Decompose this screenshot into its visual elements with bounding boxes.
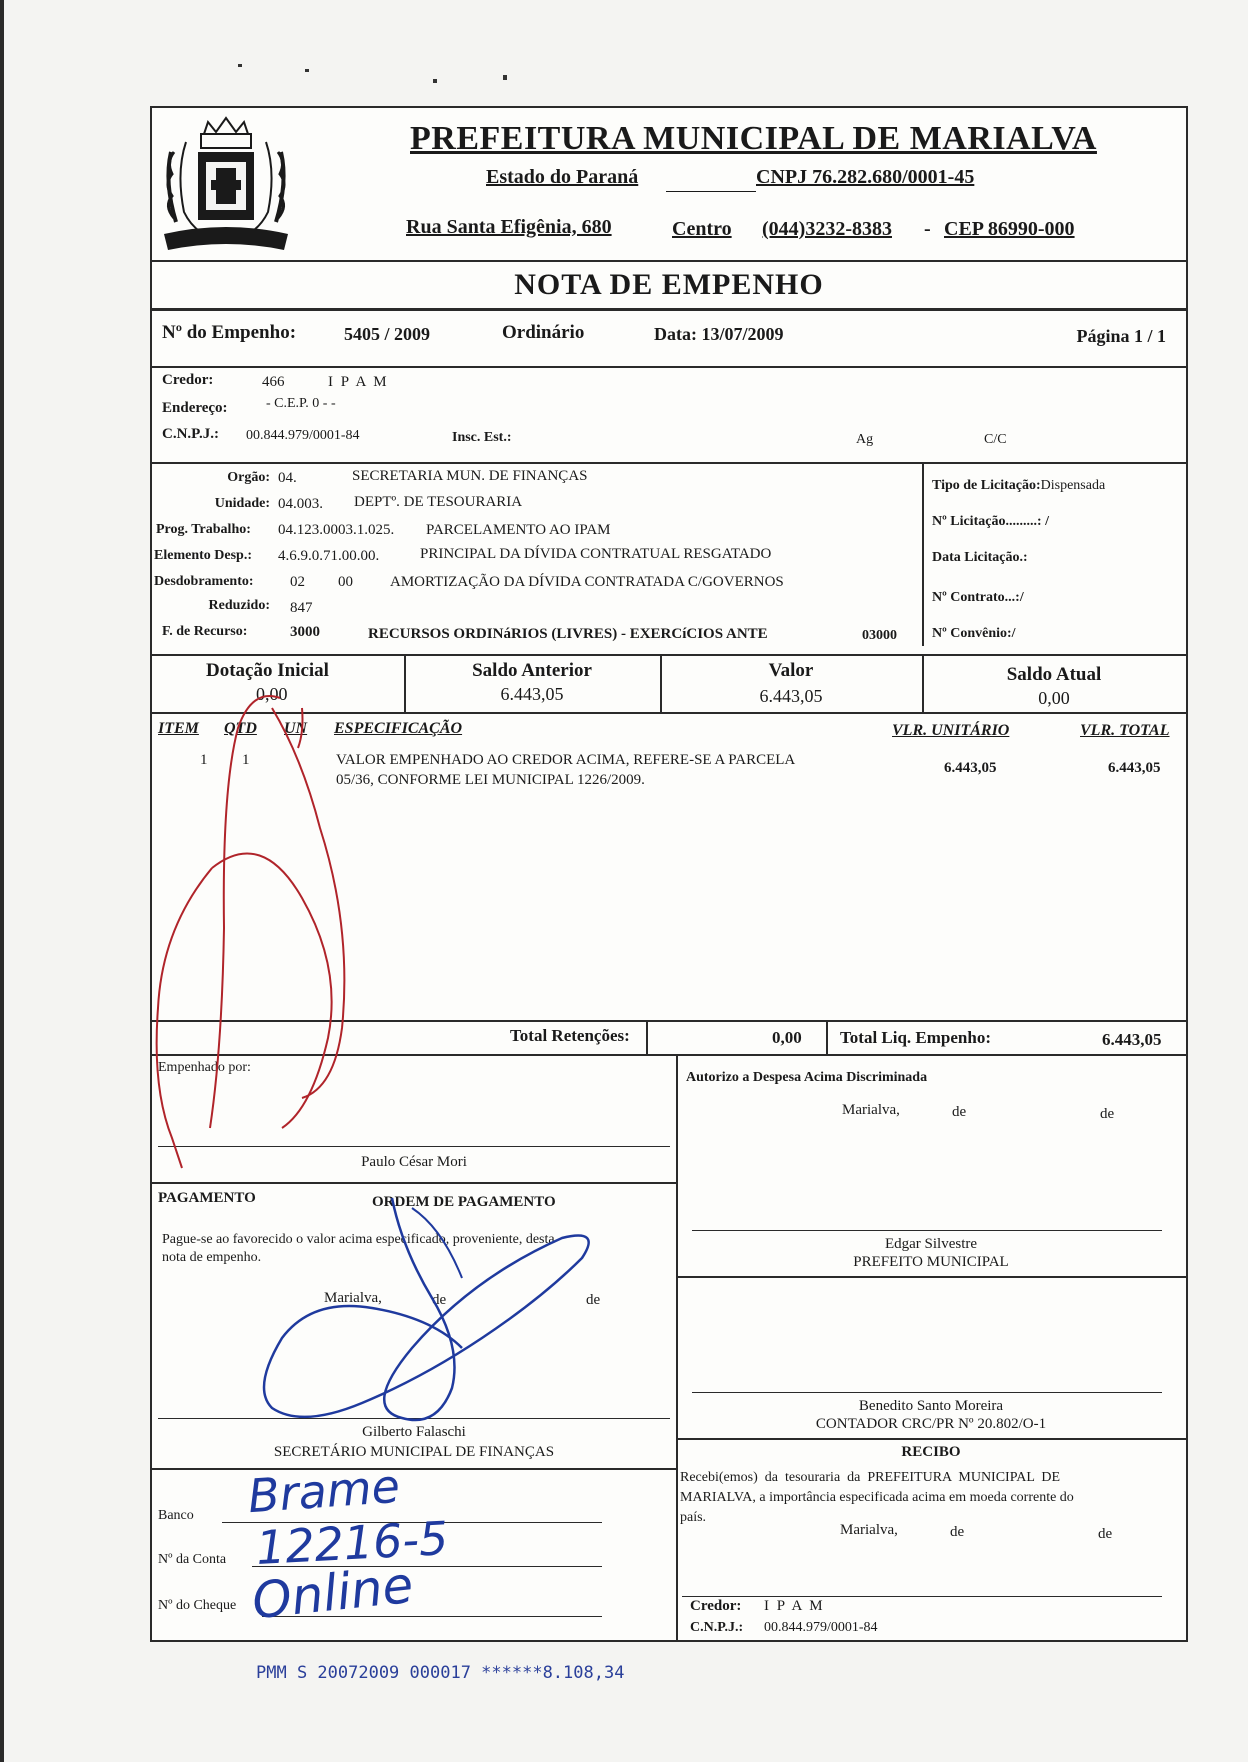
reduzido-value: 847	[290, 600, 313, 616]
cnpj-credor-value: 00.844.979/0001-84	[246, 428, 360, 443]
left-edge-shadow	[0, 0, 4, 1762]
autorizo-city: Marialva,	[842, 1102, 900, 1118]
recibo-de: de	[950, 1524, 965, 1540]
signature-line	[692, 1392, 1162, 1393]
banco-label: Banco	[158, 1508, 194, 1523]
cnpj-credor-label: C.N.P.J.:	[162, 426, 219, 442]
item-number: 1	[200, 752, 208, 768]
divider	[646, 1020, 648, 1054]
total-retencoes-label: Total Retenções:	[510, 1026, 630, 1045]
scan-mark	[305, 69, 309, 72]
autorizo-de: de	[1100, 1106, 1115, 1122]
tipo-licitacao-value: Dispensada	[1040, 478, 1106, 493]
pagamento-de: de	[432, 1292, 447, 1308]
credor-name: I P A M	[328, 374, 389, 390]
desdobramento-code: 02	[290, 574, 305, 590]
tipo-licitacao	[932, 478, 1105, 494]
item-valor-total: 6.443,05	[1108, 760, 1161, 776]
item-qtd: 1	[242, 752, 250, 768]
saldo-anterior-value: 6.443,05	[500, 684, 564, 704]
empenhado-por-label: Empenhado por:	[158, 1060, 251, 1075]
nota-de-empenho-form	[150, 106, 1188, 1642]
divider	[826, 1020, 828, 1054]
divider	[676, 1276, 1186, 1278]
agencia-label: Ag	[856, 432, 874, 447]
prefeitura-title: PREFEITURA MUNICIPAL DE MARIALVA	[410, 120, 1097, 157]
recibo-text-line3: país.	[680, 1510, 707, 1525]
page-number: Página 1 / 1	[1076, 326, 1166, 346]
divider	[152, 1468, 676, 1470]
signature-line	[692, 1230, 1162, 1231]
orgao-name: SECRETARIA MUN. DE FINANÇAS	[352, 468, 588, 484]
endereco-label: Endereço:	[162, 400, 228, 416]
prefeito-name: Edgar Silvestre	[884, 1236, 978, 1252]
fonte-recurso-code: 3000	[290, 624, 320, 640]
street-address: Rua Santa Efigênia, 680	[406, 216, 612, 238]
secretario-name: Gilberto Falaschi	[362, 1424, 466, 1440]
fonte-recurso-name: RECURSOS ORDINáRIOS (LIVRES) - EXERCíCIOS ANTE	[368, 626, 768, 642]
pagamento-text-line1: Pague-se ao favorecido o valor acima especificado, proveniente, desta	[162, 1232, 555, 1247]
conta-label: Nº da Conta	[158, 1552, 227, 1567]
dotacao-inicial-label: Dotação Inicial	[206, 660, 329, 681]
valor-value: 6.443,05	[759, 686, 823, 706]
elemento-desp-label: Elemento Desp.:	[154, 548, 252, 563]
dotacao-inicial-value: 0,00	[256, 684, 288, 704]
prog-trabalho-code: 04.123.0003.1.025.	[278, 522, 395, 538]
recibo-label: RECIBO	[901, 1444, 961, 1460]
cnpj-label: CNPJ 76.282.680/0001-45	[756, 166, 975, 188]
total-retencoes-value: 0,00	[772, 1028, 802, 1047]
cep: CEP 86990-000	[944, 218, 1075, 240]
valor-total-column-header: VLR. TOTAL	[1080, 722, 1170, 739]
red-ink-signature	[152, 668, 372, 1188]
saldo-atual-value: 0,00	[1038, 688, 1070, 708]
item-valor-unitario: 6.443,05	[944, 760, 997, 776]
ordem-pagamento-label: ORDEM DE PAGAMENTO	[372, 1194, 556, 1210]
empenho-date: Data: 13/07/2009	[654, 324, 784, 344]
un-column-header: UN	[284, 720, 308, 737]
scan-mark	[238, 64, 242, 67]
header-dash: -	[924, 218, 931, 240]
cheque-label: Nº do Cheque	[158, 1598, 237, 1613]
contador-role: CONTADOR CRC/PR Nº 20.802/O-1	[815, 1416, 1047, 1432]
recibo-text-line2: MARIALVA, a importância especificada acima em moeda corrente do	[680, 1490, 1074, 1505]
processing-stamp: PMM S 20072009 000017 ******8.108,34	[256, 1663, 625, 1683]
scan-mark	[503, 75, 507, 80]
elemento-desp-code: 4.6.9.0.71.00.00.	[278, 548, 380, 564]
unidade-label: Unidade:	[214, 496, 270, 511]
reduzido-label: Reduzido:	[208, 598, 270, 613]
prog-trabalho-name: PARCELAMENTO AO IPAM	[426, 522, 611, 538]
numero-licitacao: Nº Licitação.........: /	[932, 514, 1049, 529]
divider	[676, 1054, 678, 1640]
document-title: NOTA DE EMPENHO	[514, 268, 824, 301]
pagamento-de: de	[586, 1292, 601, 1308]
insc-est-label: Insc. Est.:	[452, 430, 512, 445]
saldo-anterior-label: Saldo Anterior	[472, 660, 592, 681]
autorizo-label: Autorizo a Despesa Acima Discriminada	[686, 1070, 928, 1085]
divider	[152, 654, 1186, 656]
item-column-header: ITEM	[158, 720, 199, 737]
especificacao-column-header: ESPECIFICAÇÃO	[334, 720, 463, 737]
secretario-role: SECRETÁRIO MUNICIPAL DE FINANÇAS	[273, 1444, 555, 1460]
recibo-cnpj-value: 00.844.979/0001-84	[764, 1620, 878, 1635]
desdobramento-sub: 00	[338, 574, 353, 590]
recibo-city: Marialva,	[840, 1522, 898, 1538]
header-underline-gap	[666, 191, 756, 192]
empenhado-por-name: Paulo César Mori	[361, 1154, 467, 1170]
fonte-recurso-label: F. de Recurso:	[162, 624, 248, 639]
desdobramento-name: AMORTIZAÇÃO DA DÍVIDA CONTRATADA C/GOVERNOS	[390, 574, 784, 590]
qtd-column-header: QTD	[224, 720, 257, 737]
tipo-licitacao-label: Tipo de Licitação:	[932, 478, 1041, 493]
divider	[922, 462, 924, 598]
divider	[922, 598, 924, 646]
total-liquido-label: Total Liq. Empenho:	[840, 1028, 991, 1047]
total-liquido-value: 6.443,05	[1102, 1030, 1162, 1049]
scan-mark	[433, 79, 437, 83]
orgao-label: Orgão:	[227, 470, 270, 485]
district: Centro	[672, 218, 732, 240]
conta-handwritten: 12216-5	[254, 1511, 450, 1575]
recibo-credor-value: I P A M	[764, 1598, 825, 1614]
numero-contrato: Nº Contrato...:/	[932, 590, 1024, 605]
signature-line	[682, 1596, 1162, 1597]
pagamento-label: PAGAMENTO	[158, 1190, 256, 1206]
pagamento-city: Marialva,	[324, 1290, 382, 1306]
data-licitacao: Data Licitação.:	[932, 550, 1028, 565]
divider	[152, 462, 1186, 464]
prefeito-role: PREFEITO MUNICIPAL	[853, 1254, 1009, 1270]
item-description-line1: VALOR EMPENHADO AO CREDOR ACIMA, REFERE-SE A PARCELA	[336, 752, 796, 768]
phone: (044)3232-8383	[762, 218, 892, 240]
estado-label: Estado do Paraná	[486, 166, 639, 188]
desdobramento-label: Desdobramento:	[154, 574, 254, 589]
recibo-de: de	[1098, 1526, 1113, 1542]
credor-label: Credor:	[162, 372, 214, 388]
pagamento-text-line2: nota de empenho.	[162, 1250, 262, 1265]
conta-corrente-label: C/C	[984, 432, 1007, 447]
divider	[152, 308, 1186, 311]
credor-code: 466	[262, 374, 285, 390]
valor-unitario-column-header: VLR. UNITÁRIO	[892, 722, 1010, 739]
endereco-value: - C.E.P. 0 - -	[266, 396, 336, 411]
numero-convenio: Nº Convênio:/	[932, 626, 1016, 641]
saldo-atual-label: Saldo Atual	[1006, 664, 1102, 685]
divider	[676, 1438, 1186, 1440]
cheque-handwritten: Online	[249, 1555, 416, 1631]
recibo-credor-label: Credor:	[690, 1598, 742, 1614]
empenho-number: 5405 / 2009	[344, 324, 431, 344]
valor-label: Valor	[768, 660, 814, 681]
unidade-name: DEPTº. DE TESOURARIA	[354, 494, 523, 510]
divider	[152, 366, 1186, 368]
blue-ink-signature	[242, 1188, 622, 1438]
empenho-type: Ordinário	[502, 322, 585, 343]
unidade-code: 04.003.	[278, 496, 323, 512]
divider	[152, 260, 1186, 262]
orgao-code: 04.	[278, 470, 297, 486]
fonte-recurso-code2: 03000	[862, 628, 897, 643]
recibo-text-line1: Recebi(emos) da tesouraria da PREFEITURA MUNICIPAL DE	[680, 1470, 1061, 1485]
municipal-crest-icon	[156, 112, 296, 262]
autorizo-de: de	[952, 1104, 967, 1120]
banco-handwritten: Brame	[246, 1458, 402, 1524]
contador-name: Benedito Santo Moreira	[858, 1398, 1004, 1414]
empenho-number-label: Nº do Empenho:	[162, 322, 297, 343]
recibo-cnpj-label: C.N.P.J.:	[690, 1620, 744, 1635]
elemento-desp-name: PRINCIPAL DA DÍVIDA CONTRATUAL RESGATADO	[420, 546, 772, 562]
prog-trabalho-label: Prog. Trabalho:	[156, 522, 251, 537]
item-description-line2: 05/36, CONFORME LEI MUNICIPAL 1226/2009.	[336, 772, 645, 788]
